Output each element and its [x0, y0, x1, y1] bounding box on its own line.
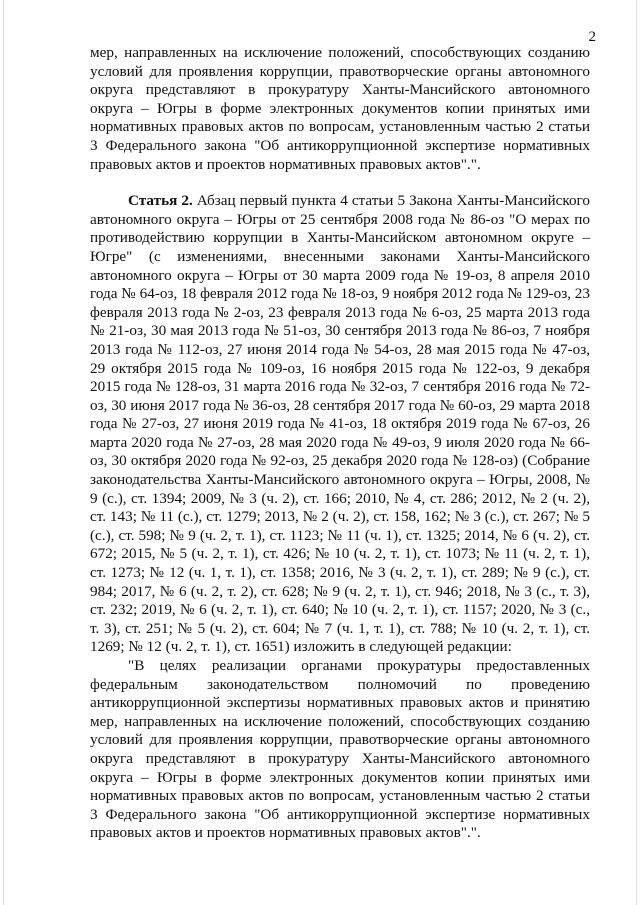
- paragraph-gap: [90, 174, 590, 192]
- article-text: Абзац первый пункта 4 статьи 5 Закона Ханты-Мансийского автономного округа – Югры от 25 сентября 2008 года № 86-оз "О мерах по противодействию коррупции в Ханты-Мансийском автономном округе – Югре" (с изменениями, внесенными законами Ханты-Мансийского автономного округа – Югры от 30 марта 2009 года № 19-оз, 8 апреля 2010 года № 64-оз, 18 февраля 2012 года № 18-оз, 9 ноября 2012 года № 129-оз, 23 февраля 2013 года № 2-оз, 23 февраля 2013 года № 6-оз, 25 марта 2013 года № 21-оз, 30 мая 2013 года № 51-оз, 30 сентября 2013 года № 86-оз, 7 ноября 2013 года № 112-оз, 27 июня 2014 года № 54-оз, 28 мая 2015 года № 47-оз, 29 октября 2015 года № 109-оз, 16 ноября 2015 года № 122-оз, 9 декабря 2015 года № 128-оз, 31 марта 2016 года № 32-оз, 7 сентября 2016 года № 72-оз, 30 июня 2017 года № 36-оз, 28 сентября 2017 года № 60-оз, 29 марта 2018 года № 27-оз, 27 июня 2019 года № 41-оз, 18 октября 2019 года № 67-оз, 26 марта 2020 года № 27-оз, 28 мая 2020 года № 49-оз, 9 июля 2020 года № 66-оз, 30 октября 2020 года № 92-оз, 25 декабря 2020 года № 128-оз) (Собрание законодательства Ханты-Мансийского автономного округа – Югры, 2008, № 9 (с.), ст. 1394; 2009, № 3 (ч. 2), ст. 166; 2010, № 4, ст. 286; 2012, № 2 (ч. 2), ст. 143; № 11 (с.), ст. 1279; 2013, № 2 (ч. 2), ст. 158, 162; № 3 (с.), ст. 267; № 5 (с.), ст. 598; № 9 (ч. 2, т. 1), ст. 1123; № 11 (ч. 1), ст. 1325; 2014, № 6 (ч. 2), ст. 672; 2015, № 5 (ч. 2, т. 1), ст. 426; № 10 (ч. 2, т. 1), ст. 1073; № 11 (ч. 2, т. 1), ст. 1273; № 12 (ч. 1, т. 1), ст. 1358; 2016, № 3 (ч. 2, т. 1), ст. 289; № 9 (с.), ст. 984; 2017, № 6 (ч. 2, т. 2), ст. 628; № 9 (ч. 2, т. 1), ст. 946; 2018, № 3 (с., т. 3), ст. 232; 2019, № 6 (ч. 2, т. 1), ст. 640; № 10 (ч. 2, т. 1), ст. 1157; 2020, № 3 (с., т. 3), ст. 251; № 5 (ч. 2), ст. 604; № 7 (ч. 1, т. 1), ст. 788; № 10 (ч. 2, т. 1), ст. 1269; № 12 (ч. 2, т. 1), ст. 1651) изложить в следующей редакции:: [90, 192, 591, 656]
- article-label: Статья 2.: [128, 192, 193, 210]
- scan-edge-right: [636, 0, 637, 905]
- paragraph-new-wording: "В целях реализации органами прокуратуры предоставленных федеральным законодательством полномочий по проведению антикоррупционной экспертизы нормативных правовых актов и принятию мер, направленных на исключение положений, способствующих созданию условий для проявления коррупции, правотворческие органы автономного округа представляют в прокуратуру Ханты-Мансийского автономного округа – Югры в форме электронных документов копии принятых ими нормативных правовых актов по вопросам, установленным частью 2 статьи 3 Федерального закона "Об антикоррупционной экспертизе нормативных правовых актов и проектов нормативных правовых актов".".: [90, 657, 590, 842]
- paragraph-continuation: мер, направленных на исключение положений, способствующих созданию условий для проявления коррупции, правотворческие органы автономного округа представляют в прокуратуру Ханты-Мансийского автономного округа – Югры в форме электронных документов копии принятых ими нормативных правовых актов по вопросам, установленным частью 2 статьи 3 Федерального закона "Об антикоррупционной экспертизе нормативных правовых актов и проектов нормативных правовых актов".".: [90, 44, 590, 173]
- paragraph-article-2: [90, 192, 590, 657]
- scan-edge-left: [3, 0, 4, 905]
- document-body: [90, 44, 590, 843]
- page-number: 2: [588, 29, 596, 45]
